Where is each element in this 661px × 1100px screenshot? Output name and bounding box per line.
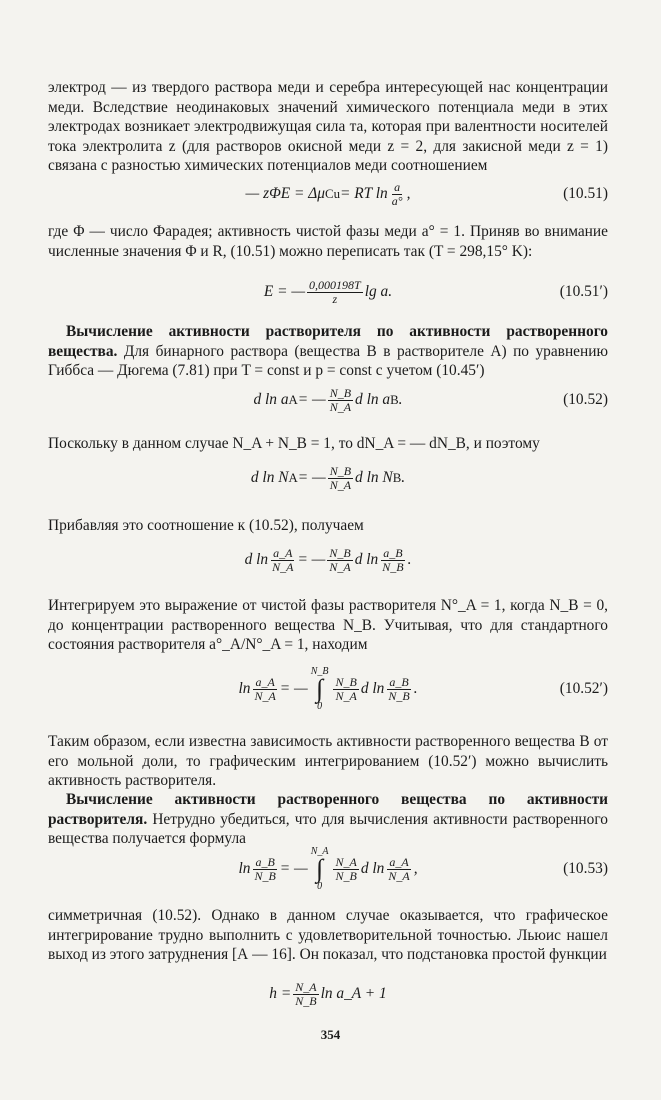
paragraph-adding: Прибавляя это соотношение к (10.52), получаем [48,517,364,534]
equation-number: (10.51) [563,185,608,202]
page-number: 354 [320,1027,341,1042]
equation-dlnNA: d ln N A = — $\frac{N\_B}{N\_A}$ d ln N B . [250,463,406,492]
paragraph-integrate: Интегрируем это выражение от чистой фазы растворителя N°_A = 1, когда N_B = 0, до концентрации растворенного вещества N_B. Учитывая, что для стандартного состояния растворителя a°_A/N°_A = 1, находим [48,597,608,654]
paragraph-solvent: Вычисление активности растворителя по активности растворенного вещества. Для бинарного раствора (вещества B в растворителе A) по уравнению Гиббса — Дюгема (7.81) при T = const и p = const с учетом (10.45′) [48,323,608,380]
equation-10-52-prime: ln $\frac{a\_A}{N\_A}$ = — N_B ∫ 0 $\frac{N\_B}{N\_A}$ d ln $\frac{a\_B}{N\_B}$ . (10.52′) [238,666,608,712]
equation-number: (10.53) [563,860,608,877]
equation-10-51: — zΦE = Δμ Cu = RT ln $\frac{a}{a^\circ}$ , (10.51) [48,174,608,214]
equation-number: (10.52) [563,391,608,408]
paragraph-intro: электрод — из твердого раствора меди и серебра интересующей нас концентрации меди. Вследствие неодинаковых значений химического потенциала меди в этих электродах возникает электродвижущая сила та, которая при валентности носителей тока электролита z (для растворов окисной меди z = 2, для закисной меди z = 1) связана с разностью химических потенциалов меди соотношением [48,79,608,175]
paragraph-since: Поскольку в данном случае N_A + N_B = 1, то dN_A = — dN_B, и поэтому [48,435,540,452]
paragraph-thus: Таким образом, если известна зависимость активности растворенного вещества B от его мольной доли, то графическим интегрированием (10.52′) можно вычислить активность растворителя. [48,733,608,790]
equation-10-51-prime: E = — $\frac{0,000198T}{z}$ lg a. (10.51′) [48,272,608,312]
paragraph-symmetric: симметричная (10.52). Однако в данном случае оказывается, что графическое интегрирование трудно выполнить с удовлетворительной точностью. Льюис нашел выход из этого затруднения [А — 16]. Он показал, что подстановка простой функции [48,907,608,964]
paragraph-solute: Вычисление активности растворенного вещества по активности растворителя. Нетрудно убедиться, что для вычисления активности растворенного вещества получается формула [48,791,608,848]
paragraph-faraday: где Φ — число Фарадея; активность чистой фазы меди a° = 1. Приняв во внимание численные значения Φ и R, (10.51) можно переписать так (T = 298,15° K): [48,223,608,260]
equation-number: (10.51′) [559,283,608,300]
equation-h-function: h = $\frac{N\_A}{N\_B}$ ln a_A + 1 [269,979,387,1008]
section-heading: Вычисление активности растворителя по активности растворенного вещества. [48,323,608,360]
equation-10-52: d ln a A = — $\frac{N\_B}{N\_A}$ d ln a B . (10.52) [48,380,608,420]
section-heading: Вычисление активности растворенного вещества по активности растворителя. [48,791,608,828]
equation-number: (10.52′) [559,680,608,697]
equation-combined: d ln $\frac{a\_A}{N\_A}$ = — $\frac{N\_B}{N\_A}$ d ln $\frac{a\_B}{N\_B}$ . [244,545,412,574]
equation-10-53: ln $\frac{a\_B}{N\_B}$ = — N_A ∫ 0 $\frac{N\_A}{N\_B}$ d ln $\frac{a\_A}{N\_A}$ , (10.53) [238,846,608,892]
